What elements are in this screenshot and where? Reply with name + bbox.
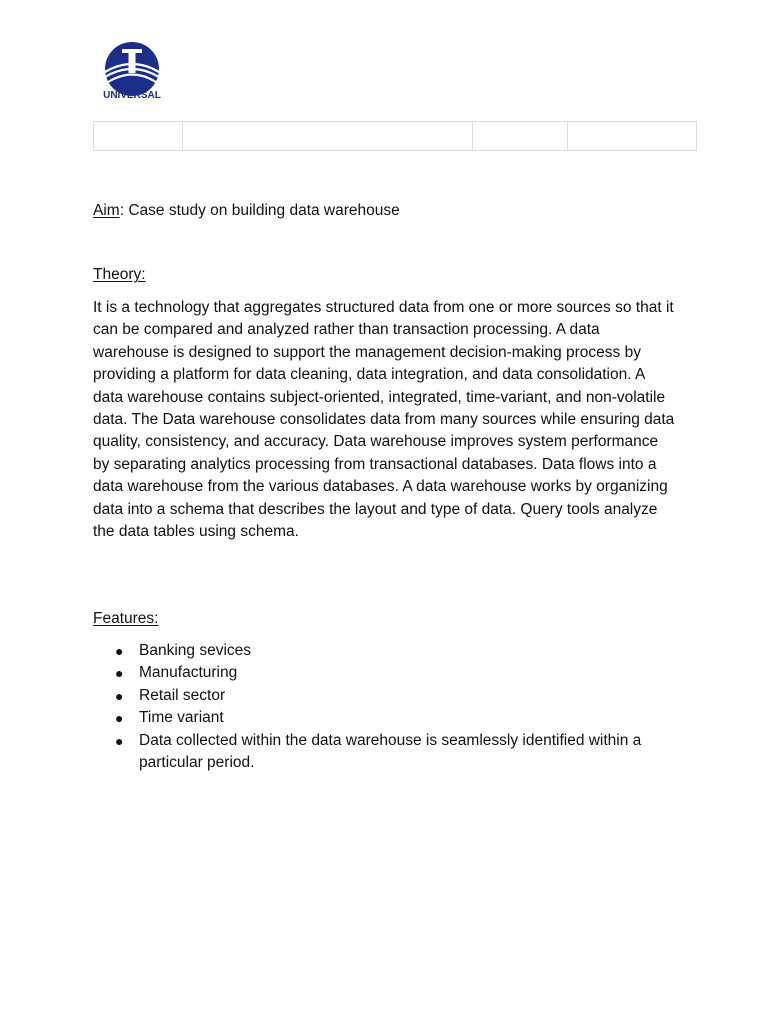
logo-text: UNIVERSAL <box>103 90 161 100</box>
list-item <box>93 707 683 729</box>
header-cell-4 <box>568 122 697 151</box>
list-item-text: Data collected within the data warehouse is seamlessly identified within a particular period. <box>139 731 642 772</box>
aim-text: Case study on building data warehouse <box>128 202 400 219</box>
bullet-icon: ● <box>115 710 124 727</box>
header-table <box>93 121 697 151</box>
bullet-icon: ● <box>115 687 124 704</box>
header-cell-1 <box>94 122 183 151</box>
list-item <box>93 730 683 775</box>
list-item <box>93 662 683 684</box>
bullet-icon: ● <box>115 643 124 659</box>
features-list <box>93 640 683 774</box>
list-item-text: Retail sector <box>139 686 226 704</box>
list-item <box>93 685 683 707</box>
theory-heading <box>93 264 683 286</box>
aim-line <box>93 200 683 222</box>
header-cell-2 <box>183 122 473 151</box>
university-logo <box>100 42 164 100</box>
list-item-text: Time variant <box>139 709 224 727</box>
list-item-text: Manufacturing <box>139 664 238 682</box>
bullet-icon: ● <box>115 732 124 749</box>
header-table-row <box>94 122 697 151</box>
features-heading-text: Features: <box>93 610 159 627</box>
features-heading <box>93 608 683 630</box>
theory-heading-text: Theory: <box>93 266 146 283</box>
globe-logo-icon <box>100 42 164 100</box>
aim-label: Aim <box>93 202 120 219</box>
header-cell-3 <box>473 122 568 151</box>
bullet-icon: ● <box>115 665 124 682</box>
theory-paragraph: It is a technology that aggregates structured data from one or more sources so that it can be compared and analyzed rather than transaction processing. A data warehouse is designed to support the management decision-making process by providing a platform for data cleaning, data integration, and data consolidation. A data warehouse contains subject-oriented, integrated, time-variant, and non-volatile data. The Data warehouse consolidates data from many sources while ensuring data quality, consistency, and accuracy. Data warehouse improves system performance by separating analytics processing from transactional databases. Data flows into a data warehouse from the various databases. A data warehouse works by organizing data into a schema that describes the layout and type of data. Query tools analyze the data tables using schema. <box>93 299 675 541</box>
list-item-text: Banking sevices <box>139 642 252 659</box>
list-item <box>93 640 683 662</box>
aim-separator: : <box>119 202 129 219</box>
